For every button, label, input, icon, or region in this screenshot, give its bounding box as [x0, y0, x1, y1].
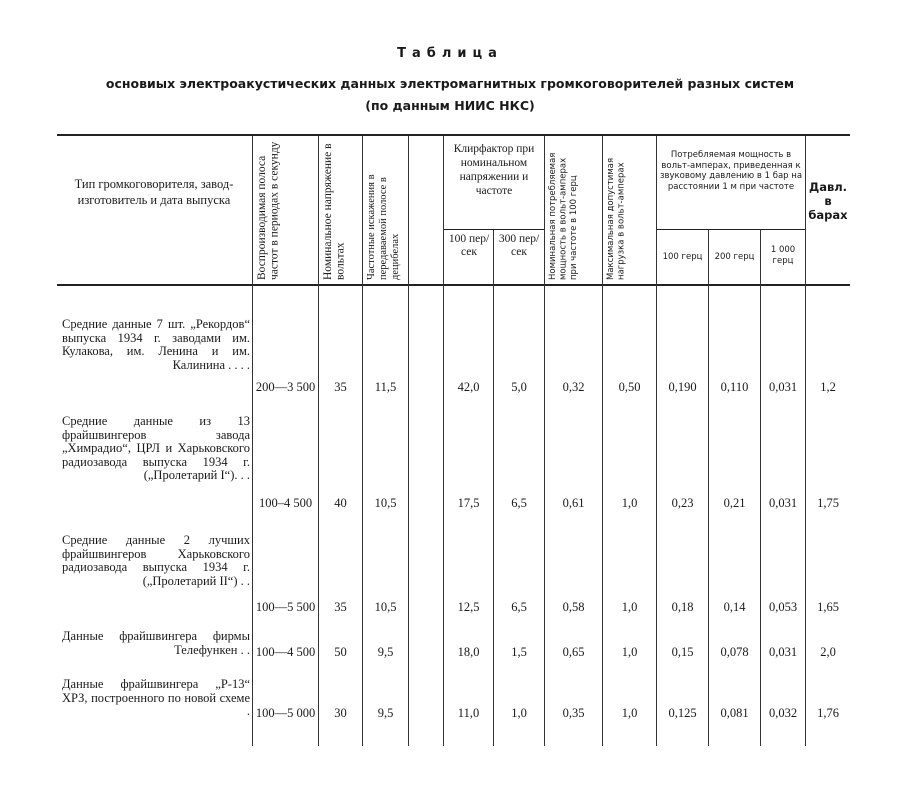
- cell-k300: 5,0: [511, 380, 527, 394]
- cell-distortion: 11,5: [374, 380, 397, 394]
- cell-p1000: 0,032: [768, 706, 798, 720]
- power-sub-rule: [656, 229, 805, 230]
- cell-k100: 42,0: [457, 380, 480, 394]
- header-max-load: Максимальная допустимая нагрузка в вольт-амперах: [606, 157, 627, 280]
- cell-p200: 0,110: [720, 380, 749, 394]
- cell-pressure: 2,0: [820, 645, 836, 659]
- header-power-100: 100 герц: [662, 252, 703, 262]
- cell-p1000: 0,031: [768, 496, 798, 510]
- cell-voltage: 40: [334, 496, 347, 510]
- header-type: Тип громкоговорителя, завод-изготовитель и дата выпуска: [74, 177, 234, 207]
- cell-k100: 18,0: [457, 645, 480, 659]
- header-band: Воспроизводимая полоса частот в периодах в секунду: [256, 141, 281, 280]
- cell-distortion: 9,5: [377, 706, 394, 720]
- cell-band: 100—5 000: [255, 706, 316, 720]
- cell-distortion: 10,5: [374, 496, 397, 510]
- row-name: Данные фрайшвингера фирмы Телефункен . .: [62, 629, 250, 657]
- cell-k300: 1,5: [511, 645, 527, 659]
- cell-distortion: 10,5: [374, 600, 397, 614]
- cell-distortion: 9,5: [377, 645, 394, 659]
- cell-max-load: 1,0: [621, 600, 638, 614]
- row-name: Средние данные 2 лучших фрайшвингеров Харьковского радиозавода выпуска 1934 г. („Пролетарий II“) . .: [62, 533, 250, 588]
- header-distortion: Частотные искажения в передаваемой полосе в децибелах: [366, 174, 401, 280]
- header-power-1000: 1 000 герц: [770, 245, 796, 266]
- cell-p1000: 0,031: [768, 380, 798, 394]
- cell-k100: 17,5: [457, 496, 480, 510]
- cell-max-load: 1,0: [621, 706, 638, 720]
- top-rule: [57, 134, 850, 136]
- cell-k100: 11,0: [457, 706, 480, 720]
- cell-pressure: 1,76: [817, 706, 839, 720]
- cell-pressure: 1,75: [817, 496, 839, 510]
- cell-p200: 0,14: [723, 600, 746, 614]
- cell-k300: 6,5: [511, 600, 527, 614]
- cell-p1000: 0,031: [768, 645, 798, 659]
- cell-p100: 0,15: [671, 645, 694, 659]
- table-title: основиых электроакустических данных электромагнитных громкоговорителей разных систем: [105, 76, 795, 91]
- cell-band: 200—3 500: [255, 380, 316, 394]
- row-name: Средние данные 7 шт. „Рекордов“ выпуска 1934 г. заводами им. Кулакова, им. Ленина и им. Калинина . . . .: [62, 317, 250, 372]
- header-klirfactor: Клирфактор при номинальном напряжении и частоте: [453, 143, 535, 197]
- cell-voltage: 50: [334, 645, 347, 659]
- cell-p200: 0,078: [720, 645, 749, 659]
- cell-voltage: 35: [334, 380, 347, 394]
- cell-p100: 0,125: [668, 706, 697, 720]
- cell-max-load: 1,0: [621, 645, 638, 659]
- cell-voltage: 30: [334, 706, 347, 720]
- cell-nom-power: 0,61: [562, 496, 585, 510]
- cell-p100: 0,23: [671, 496, 694, 510]
- cell-voltage: 35: [334, 600, 347, 614]
- cell-nom-power: 0,65: [562, 645, 585, 659]
- cell-band: 100—5 500: [255, 600, 316, 614]
- row-name: Данные фрайшвингера „Р-13“ ХРЗ, построенного по новой схеме .: [62, 677, 250, 718]
- cell-nom-power: 0,58: [562, 600, 585, 614]
- header-power-200: 200 герц: [714, 252, 755, 262]
- col-divider: [408, 136, 409, 746]
- header-klir-100: 100 пер/ сек: [448, 233, 490, 258]
- cell-k300: 6,5: [511, 496, 527, 510]
- table-label: Таблица: [397, 46, 503, 61]
- col-divider: [708, 230, 709, 746]
- header-consumed-power: Потребляемая мощность в вольт-амперах, приведенная к звуковому давлению в 1 бар на расстоянии 1 м при частоте: [659, 150, 803, 192]
- cell-max-load: 0,50: [618, 380, 641, 394]
- cell-p100: 0,18: [671, 600, 694, 614]
- cell-pressure: 1,2: [820, 380, 836, 394]
- cell-p1000: 0,053: [768, 600, 798, 614]
- cell-nom-power: 0,32: [562, 380, 585, 394]
- cell-pressure: 1,65: [817, 600, 839, 614]
- header-bottom-rule: [57, 284, 850, 286]
- header-pressure: Давл. в барах: [808, 180, 848, 222]
- cell-max-load: 1,0: [621, 496, 638, 510]
- header-voltage: Номинальное напряжение в вольтах: [322, 143, 347, 280]
- cell-k100: 12,5: [457, 600, 480, 614]
- table-source: (по данным НИИС НКС): [365, 98, 535, 113]
- cell-p200: 0,21: [723, 496, 746, 510]
- header-klir-300: 300 пер/ сек: [498, 233, 540, 258]
- cell-nom-power: 0,35: [562, 706, 585, 720]
- col-divider: [493, 230, 494, 746]
- row-name: Средние данные из 13 фрайшвингеров завода „Химрадио“, ЦРЛ и Харьковского радиозавода выпуска 1934 г. („Пролетарий I“). . .: [62, 414, 250, 482]
- cell-k300: 1,0: [511, 706, 527, 720]
- cell-p100: 0,190: [668, 380, 697, 394]
- col-divider: [760, 230, 761, 746]
- cell-p200: 0,081: [720, 706, 749, 720]
- header-nominal-power: Номинальная потребляемая мощность в вольт-амперах при частоте в 100 герц: [548, 152, 579, 280]
- cell-band: 100–4 500: [258, 496, 313, 510]
- cell-band: 100—4 500: [255, 645, 316, 659]
